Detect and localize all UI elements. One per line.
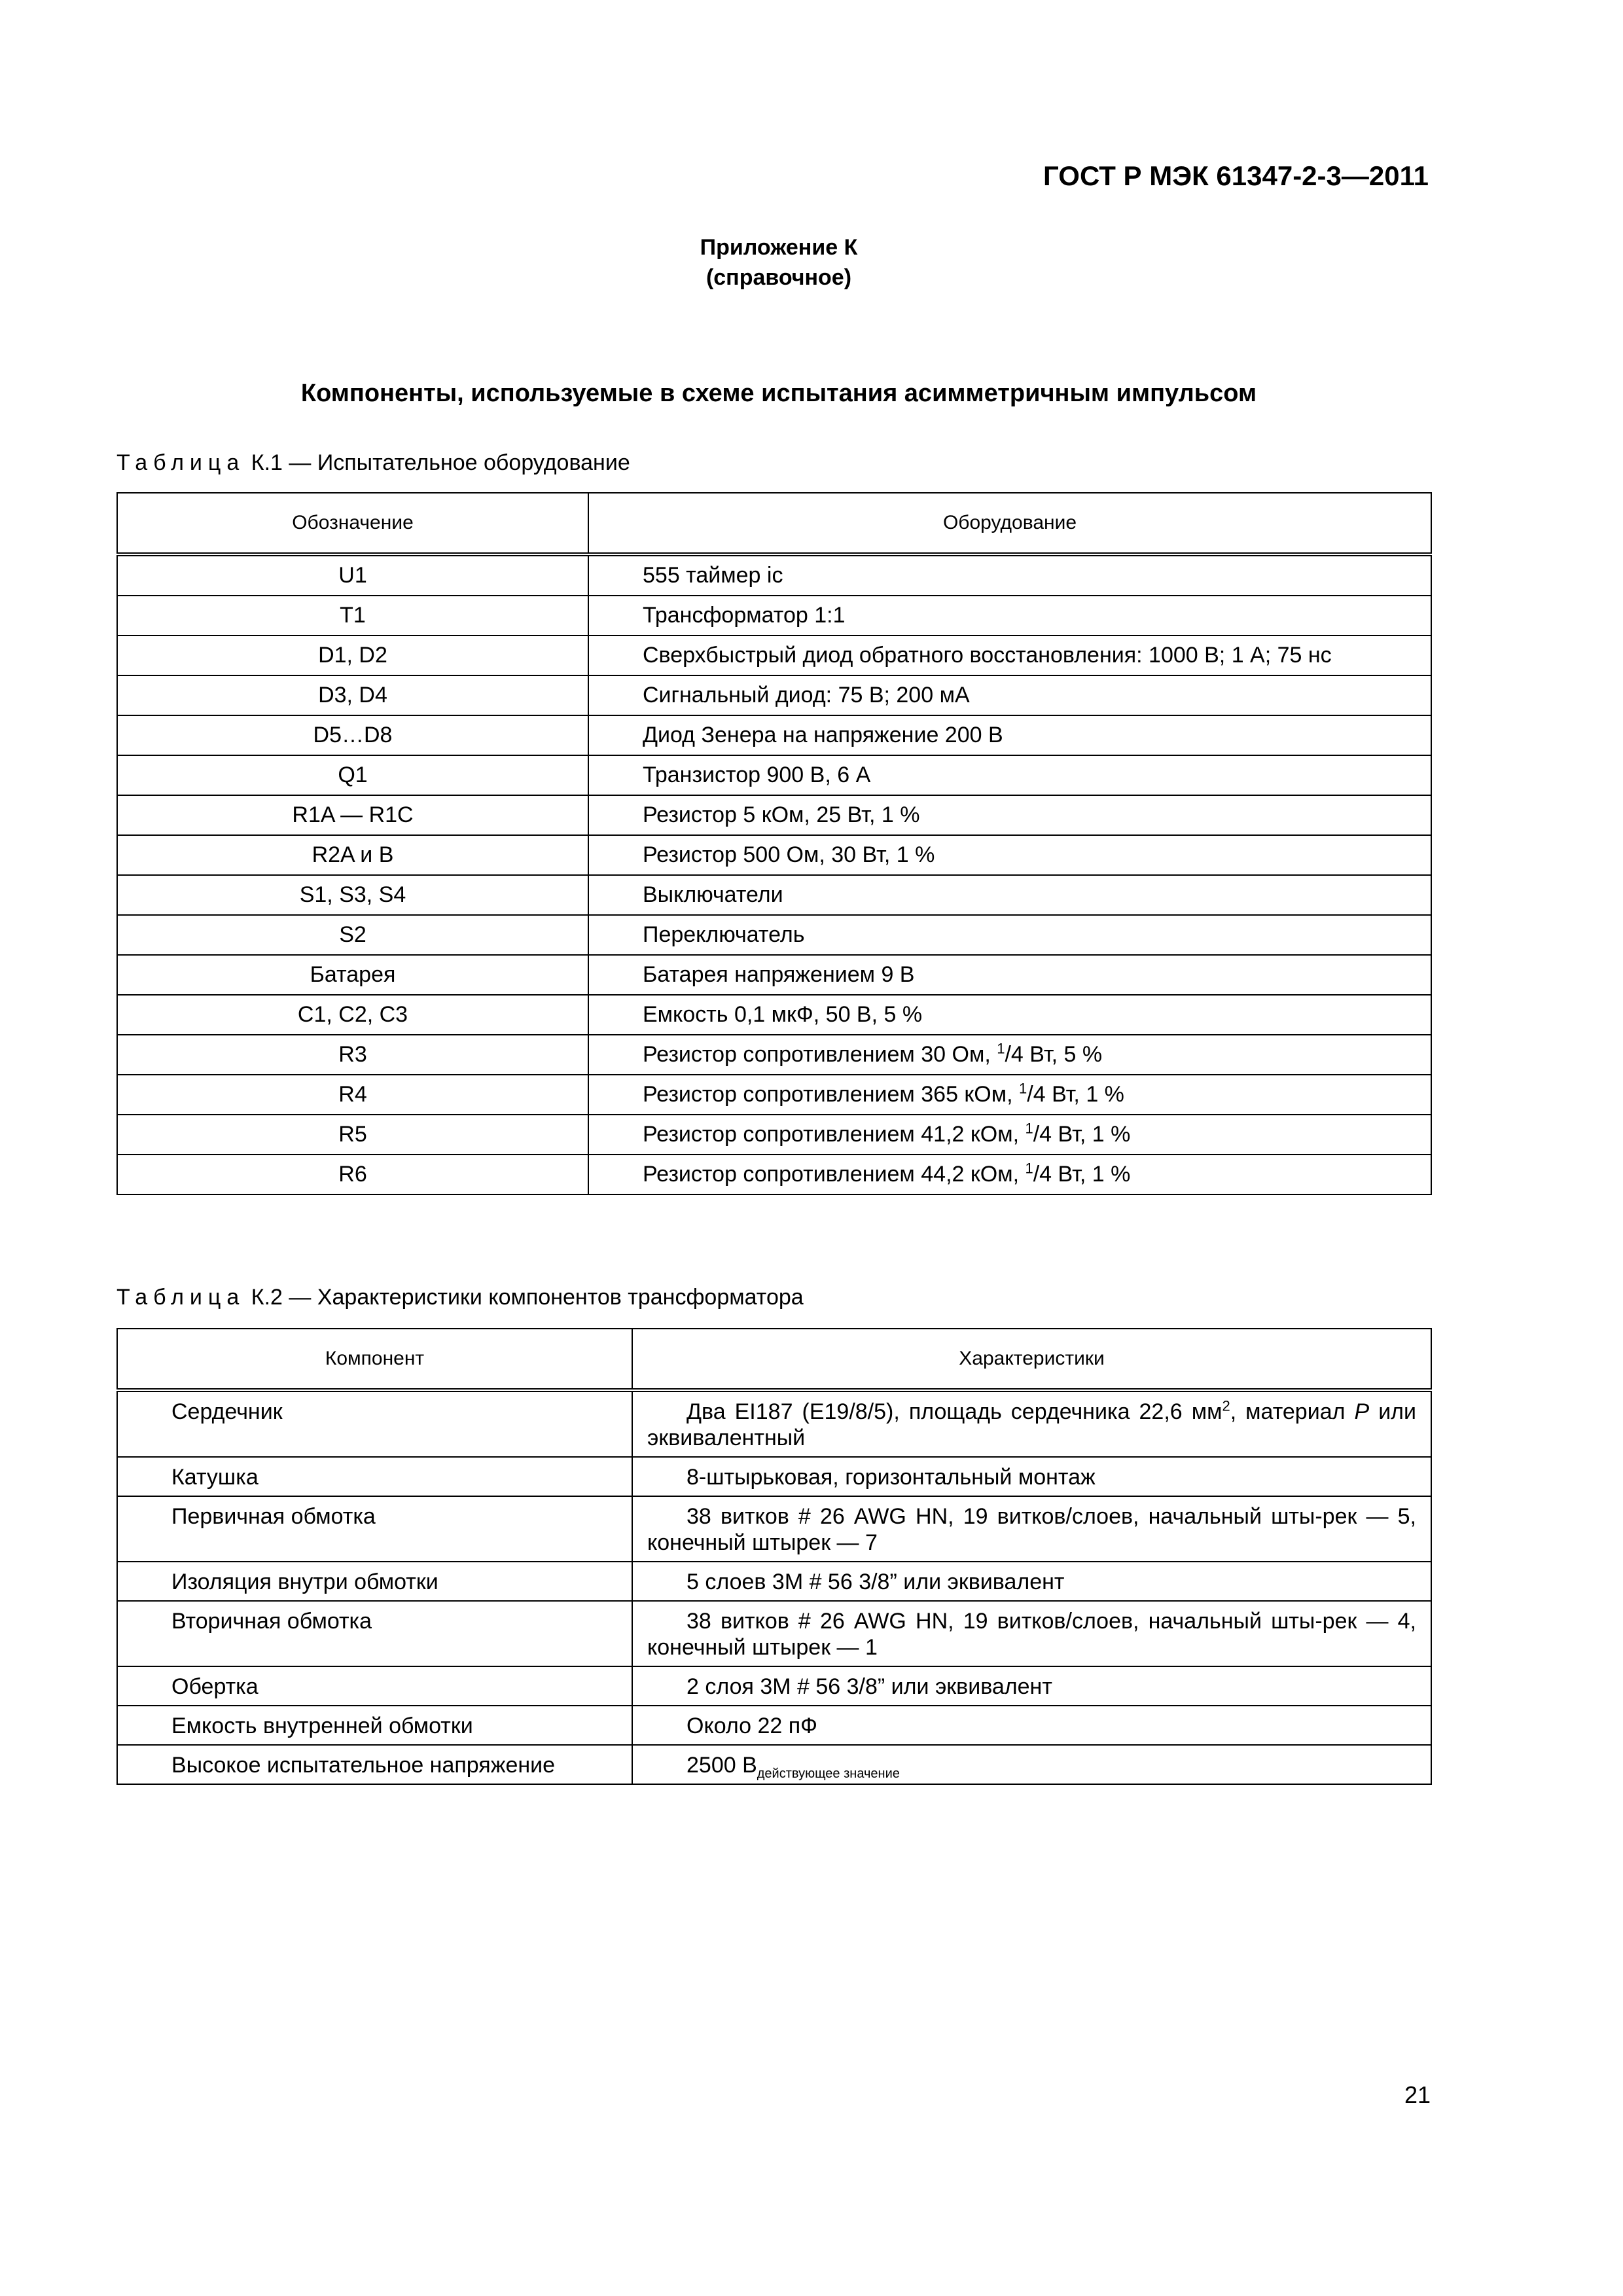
equipment-cell: Сигнальный диод: 75 В; 200 мА xyxy=(588,675,1431,715)
component-cell: Обертка xyxy=(117,1666,632,1706)
fraction-numerator: 1 xyxy=(1019,1080,1027,1097)
table1-caption-prefix: Таблица xyxy=(116,450,245,475)
designation-cell: R5 xyxy=(117,1115,588,1155)
col-component-header: Компонент xyxy=(117,1329,632,1390)
subscript: действующее значение xyxy=(757,1766,900,1781)
table-row xyxy=(117,675,1431,715)
equipment-cell: Резистор 500 Ом, 30 Вт, 1 % xyxy=(588,835,1431,875)
table-header-row xyxy=(117,493,1431,554)
table-header-row xyxy=(117,1329,1431,1390)
characteristics-text-tail: или эквивалентный xyxy=(647,1399,1417,1450)
table-row xyxy=(117,1390,1431,1457)
equipment-cell: Диод Зенера на напряжение 200 В xyxy=(588,715,1431,755)
table-row xyxy=(117,1706,1431,1745)
table1-caption-text: К.1 — Испытательное оборудование xyxy=(251,450,630,475)
equipment-text: Резистор сопротивлением 44,2 кОм, xyxy=(643,1162,1026,1187)
table-row xyxy=(117,554,1431,596)
designation-cell: T1 xyxy=(117,596,588,636)
equipment-cell: Сверхбыстрый диод обратного восстановления: 1000 В; 1 А; 75 нс xyxy=(588,636,1431,675)
designation-cell: R1A — R1C xyxy=(117,795,588,835)
table-row xyxy=(117,715,1431,755)
designation-cell: R6 xyxy=(117,1155,588,1194)
table-row xyxy=(117,955,1431,995)
table-row xyxy=(117,1601,1431,1666)
characteristics-text: 38 витков # 26 AWG HN, 19 витков/слоев, начальный шты-рек — 5, конечный штырек — 7 xyxy=(647,1504,1416,1555)
characteristics-cell xyxy=(632,1457,1431,1496)
characteristics-cell xyxy=(632,1601,1431,1666)
table-row xyxy=(117,636,1431,675)
component-cell: Емкость внутренней обмотки xyxy=(117,1706,632,1745)
table-row xyxy=(117,995,1431,1035)
equipment-text-tail: Вт, 1 % xyxy=(1045,1082,1124,1107)
designation-cell: D3, D4 xyxy=(117,675,588,715)
table-row xyxy=(117,1075,1431,1115)
table2-caption-prefix: Таблица xyxy=(116,1285,245,1310)
equipment-text-tail: Вт, 1 % xyxy=(1052,1162,1131,1187)
document-code: ГОСТ Р МЭК 61347-2-3—2011 xyxy=(1043,160,1429,191)
characteristics-cell xyxy=(632,1745,1431,1784)
characteristics-text: 2 слоя 3M # 56 3/8” или эквивалент xyxy=(687,1674,1052,1699)
table-row xyxy=(117,1115,1431,1155)
table-row xyxy=(117,795,1431,835)
equipment-text-tail: Вт, 1 % xyxy=(1052,1122,1131,1147)
table-row xyxy=(117,1666,1431,1706)
designation-cell: R4 xyxy=(117,1075,588,1115)
characteristics-text: 38 витков # 26 AWG HN, 19 витков/слоев, начальный шты-рек — 4, конечный штырек — 1 xyxy=(647,1609,1416,1660)
characteristics-cell xyxy=(632,1496,1431,1562)
characteristics-cell xyxy=(632,1562,1431,1601)
characteristics-text: 2500 В xyxy=(687,1753,757,1778)
characteristics-text: Два EI187 (E19/8/5), площадь сердечника 22,6 мм xyxy=(687,1399,1222,1424)
equipment-cell xyxy=(588,1115,1431,1155)
designation-cell: C1, C2, C3 xyxy=(117,995,588,1035)
designation-cell: U1 xyxy=(117,554,588,596)
equipment-text: Резистор сопротивлением 365 кОм, xyxy=(643,1082,1020,1107)
table-row xyxy=(117,1745,1431,1784)
appendix-title: Приложение К xyxy=(700,235,858,260)
equipment-cell: 555 таймер ic xyxy=(588,554,1431,596)
table-row xyxy=(117,875,1431,915)
section-heading: Компоненты, используемые в схеме испытания асимметричным импульсом xyxy=(300,380,1257,407)
table-row xyxy=(117,1155,1431,1194)
designation-cell: Батарея xyxy=(117,955,588,995)
fraction-denominator: /4 xyxy=(1033,1162,1052,1187)
col-characteristics-header: Характеристики xyxy=(632,1329,1431,1390)
material-italic: P xyxy=(1354,1399,1370,1424)
designation-cell: Q1 xyxy=(117,755,588,795)
fraction-numerator: 1 xyxy=(997,1040,1005,1057)
equipment-cell: Батарея напряжением 9 В xyxy=(588,955,1431,995)
designation-cell: D5…D8 xyxy=(117,715,588,755)
equipment-cell: Транзистор 900 В, 6 А xyxy=(588,755,1431,795)
page-number: 21 xyxy=(1404,2081,1431,2108)
component-cell: Катушка xyxy=(117,1457,632,1496)
table2-caption-text: К.2 — Характеристики компонентов трансформатора xyxy=(251,1285,804,1310)
designation-cell: S1, S3, S4 xyxy=(117,875,588,915)
equipment-cell: Резистор 5 кОм, 25 Вт, 1 % xyxy=(588,795,1431,835)
superscript: 2 xyxy=(1222,1397,1230,1414)
characteristics-cell xyxy=(632,1666,1431,1706)
component-cell: Вторичная обмотка xyxy=(117,1601,632,1666)
designation-cell: D1, D2 xyxy=(117,636,588,675)
fraction-numerator: 1 xyxy=(1025,1160,1033,1177)
table2-caption xyxy=(116,1285,804,1310)
appendix-note: (справочное) xyxy=(705,265,852,290)
table1-caption xyxy=(116,450,630,476)
table-row xyxy=(117,915,1431,955)
equipment-cell xyxy=(588,1155,1431,1194)
fraction-denominator: /4 xyxy=(1005,1042,1024,1067)
table-row xyxy=(117,1457,1431,1496)
table-row xyxy=(117,1562,1431,1601)
equipment-cell xyxy=(588,1035,1431,1075)
appendix-block xyxy=(0,232,1558,293)
fraction-denominator: /4 xyxy=(1033,1122,1052,1147)
component-cell: Высокое испытательное напряжение xyxy=(117,1745,632,1784)
component-cell: Изоляция внутри обмотки xyxy=(117,1562,632,1601)
component-cell: Первичная обмотка xyxy=(117,1496,632,1562)
characteristics-text: 8-штырьковая, горизонтальный монтаж xyxy=(687,1465,1096,1490)
equipment-cell: Емкость 0,1 мкФ, 50 В, 5 % xyxy=(588,995,1431,1035)
characteristics-cell xyxy=(632,1390,1431,1457)
equipment-cell: Трансформатор 1:1 xyxy=(588,596,1431,636)
characteristics-text: 5 слоев 3M # 56 3/8” или эквивалент xyxy=(687,1570,1065,1594)
equipment-text: Резистор сопротивлением 30 Ом, xyxy=(643,1042,997,1067)
component-cell: Сердечник xyxy=(117,1390,632,1457)
designation-cell: R3 xyxy=(117,1035,588,1075)
designation-cell: R2A и B xyxy=(117,835,588,875)
characteristics-text: Около 22 пФ xyxy=(687,1713,817,1738)
designation-cell: S2 xyxy=(117,915,588,955)
characteristics-text-mid: , материал xyxy=(1230,1399,1355,1424)
equipment-cell: Переключатель xyxy=(588,915,1431,955)
fraction-denominator: /4 xyxy=(1027,1082,1046,1107)
table-row xyxy=(117,835,1431,875)
col-equipment-header: Оборудование xyxy=(588,493,1431,554)
equipment-text-tail: Вт, 5 % xyxy=(1023,1042,1103,1067)
table-row xyxy=(117,755,1431,795)
table-row xyxy=(117,1035,1431,1075)
table-row xyxy=(117,1496,1431,1562)
transformer-table xyxy=(116,1328,1432,1785)
equipment-table xyxy=(116,492,1432,1195)
characteristics-cell xyxy=(632,1706,1431,1745)
equipment-text: Резистор сопротивлением 41,2 кОм, xyxy=(643,1122,1026,1147)
table-row xyxy=(117,596,1431,636)
equipment-cell: Выключатели xyxy=(588,875,1431,915)
col-designation-header: Обозначение xyxy=(117,493,588,554)
equipment-cell xyxy=(588,1075,1431,1115)
fraction-numerator: 1 xyxy=(1025,1120,1033,1137)
